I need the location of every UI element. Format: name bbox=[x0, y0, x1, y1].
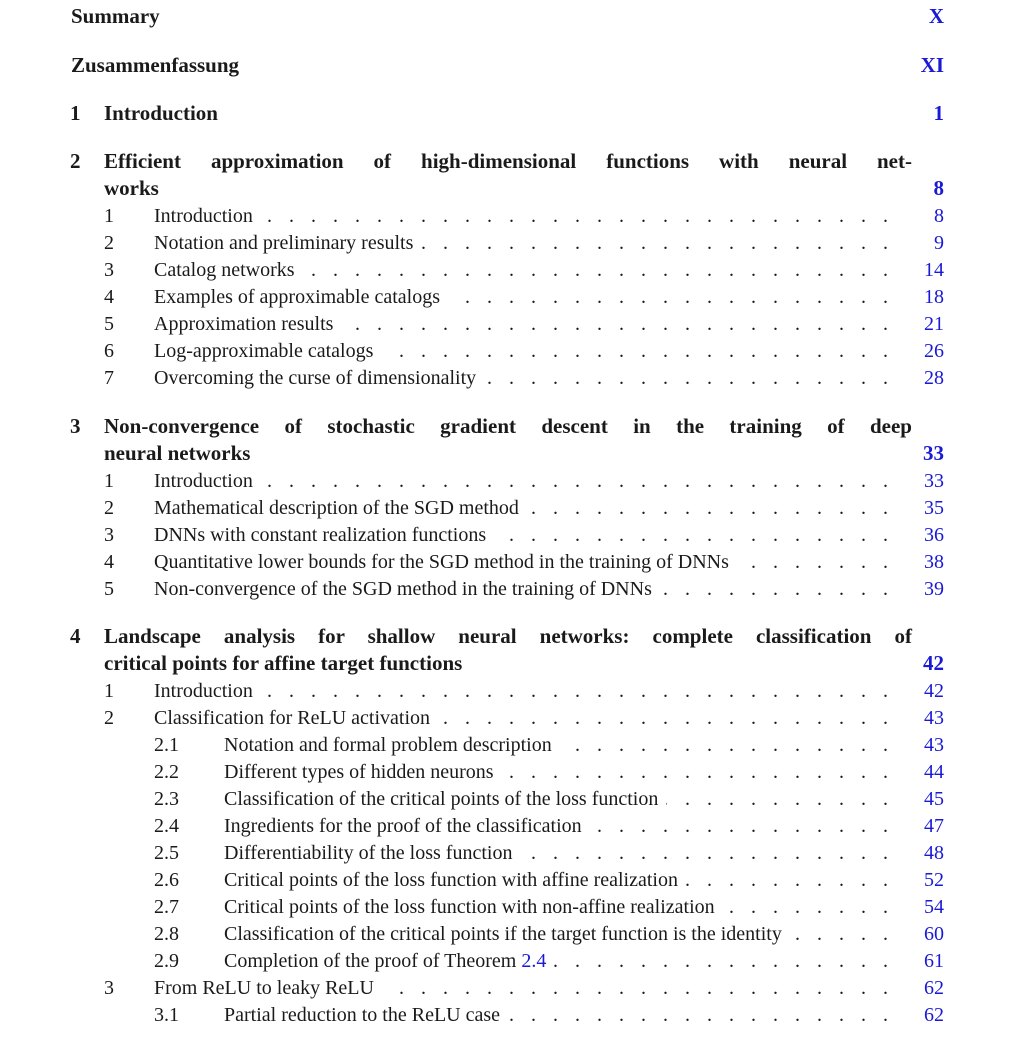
section-number: 4 bbox=[104, 286, 114, 308]
toc-section[interactable] bbox=[0, 365, 1014, 392]
chapter-number: 2 bbox=[70, 149, 81, 173]
section-number: 1 bbox=[104, 205, 114, 227]
dot-leader bbox=[508, 1002, 894, 1037]
page-link[interactable]: 26 bbox=[924, 340, 944, 362]
section-number: 3 bbox=[104, 977, 114, 999]
chapter-number: 3 bbox=[70, 414, 81, 438]
section-title: Mathematical description of the SGD method bbox=[154, 495, 527, 530]
toc-section[interactable] bbox=[0, 257, 1014, 284]
page-link[interactable]: 28 bbox=[924, 367, 944, 389]
toc-section[interactable] bbox=[0, 468, 1014, 495]
page-link[interactable]: 62 bbox=[924, 1004, 944, 1026]
page-link[interactable]: 62 bbox=[924, 977, 944, 999]
dot-leader bbox=[484, 365, 894, 400]
page-link[interactable]: 61 bbox=[924, 950, 944, 972]
section-title: Notation and preliminary results bbox=[154, 230, 421, 265]
section-number: 2 bbox=[104, 497, 114, 519]
toc-subsection[interactable] bbox=[0, 867, 1014, 894]
page-link[interactable]: 1 bbox=[933, 101, 944, 125]
section-number: 2 bbox=[104, 232, 114, 254]
section-number: 5 bbox=[104, 313, 114, 335]
subsection-title: Classification of the critical points of the loss function bbox=[224, 786, 666, 821]
entry-title: Summary bbox=[71, 4, 160, 28]
subsection-number: 2.4 bbox=[154, 815, 179, 837]
subsection-title: Ingredients for the proof of the classification bbox=[224, 813, 590, 848]
theorem-ref-link[interactable]: 2.4 bbox=[521, 950, 547, 972]
entry-title: Zusammenfassung bbox=[71, 53, 240, 77]
chapter-title-line2: works bbox=[104, 176, 159, 200]
subsection-title-text: Completion of the proof of Theorem bbox=[224, 950, 517, 972]
page-link[interactable]: 60 bbox=[924, 923, 944, 945]
toc-subsection[interactable] bbox=[0, 732, 1014, 759]
page-link[interactable]: 45 bbox=[924, 788, 944, 810]
toc-subsection[interactable] bbox=[0, 840, 1014, 867]
section-title: Quantitative lower bounds for the SGD method in the training of DNNs bbox=[154, 549, 737, 584]
page-link[interactable]: 36 bbox=[924, 524, 944, 546]
toc-section[interactable] bbox=[0, 495, 1014, 522]
toc-subsection[interactable] bbox=[0, 921, 1014, 948]
subsection-title: Different types of hidden neurons bbox=[224, 759, 502, 794]
chapter-title-line2: neural networks bbox=[104, 441, 251, 465]
toc-section[interactable] bbox=[0, 338, 1014, 365]
section-title: Introduction bbox=[154, 468, 261, 503]
section-number: 6 bbox=[104, 340, 114, 362]
subsection-number: 3.1 bbox=[154, 1004, 179, 1026]
toc-section[interactable] bbox=[0, 576, 1014, 603]
section-title: Introduction bbox=[154, 203, 261, 238]
chapter-title-line1: Non-convergence of stochastic gradient descent in the training of deep bbox=[104, 414, 912, 438]
section-title: Introduction bbox=[154, 678, 261, 713]
subsection-title: Classification of the critical points if the target function is the identity bbox=[224, 921, 790, 956]
page-link[interactable]: 33 bbox=[923, 441, 944, 465]
subsection-number: 2.1 bbox=[154, 734, 179, 756]
section-number: 3 bbox=[104, 259, 114, 281]
toc-section[interactable] bbox=[0, 311, 1014, 338]
chapter-number: 1 bbox=[70, 101, 81, 125]
section-title: Classification for ReLU activation bbox=[154, 705, 438, 740]
toc-subsection[interactable] bbox=[0, 1002, 1014, 1029]
toc-section[interactable] bbox=[0, 284, 1014, 311]
section-title: Approximation results bbox=[154, 311, 341, 346]
section-title: From ReLU to leaky ReLU bbox=[154, 975, 382, 1010]
subsection-number: 2.3 bbox=[154, 788, 179, 810]
chapter-title: Introduction bbox=[104, 101, 218, 125]
subsection-title: Critical points of the loss function with affine realization bbox=[224, 867, 686, 902]
chapter-title bbox=[104, 623, 912, 677]
toc-section[interactable] bbox=[0, 230, 1014, 257]
page-link[interactable]: 44 bbox=[924, 761, 944, 783]
section-title: Non-convergence of the SGD method in the training of DNNs bbox=[154, 576, 660, 611]
page-link[interactable]: 42 bbox=[924, 680, 944, 702]
chapter-title bbox=[104, 148, 912, 202]
page-link[interactable]: 8 bbox=[934, 205, 944, 227]
section-title: Overcoming the curse of dimensionality bbox=[154, 365, 484, 400]
page-link[interactable]: 43 bbox=[924, 734, 944, 756]
subsection-number: 2.2 bbox=[154, 761, 179, 783]
toc-section[interactable] bbox=[0, 975, 1014, 1002]
page-link[interactable]: 42 bbox=[923, 651, 944, 675]
chapter-number: 4 bbox=[70, 624, 81, 648]
page-link[interactable]: XI bbox=[920, 53, 944, 77]
toc-subsection[interactable] bbox=[0, 948, 1014, 975]
page-link[interactable]: X bbox=[928, 4, 944, 28]
toc-subsection[interactable] bbox=[0, 813, 1014, 840]
page-link[interactable]: 14 bbox=[924, 259, 944, 281]
section-number: 1 bbox=[104, 680, 114, 702]
toc-subsection[interactable] bbox=[0, 759, 1014, 786]
toc-section[interactable] bbox=[0, 678, 1014, 705]
section-title: Log-approximable catalogs bbox=[154, 338, 381, 373]
page-link[interactable]: 18 bbox=[924, 286, 944, 308]
subsection-title: Differentiability of the loss function bbox=[224, 840, 520, 875]
page-link[interactable]: 35 bbox=[924, 497, 944, 519]
section-title: Examples of approximable catalogs bbox=[154, 284, 448, 319]
page-link[interactable]: 43 bbox=[924, 707, 944, 729]
section-title: Catalog networks bbox=[154, 257, 303, 292]
section-title: DNNs with constant realization functions bbox=[154, 522, 494, 557]
toc-section[interactable] bbox=[0, 522, 1014, 549]
page-link[interactable]: 8 bbox=[933, 176, 944, 200]
page-link[interactable]: 33 bbox=[924, 470, 944, 492]
toc-subsection[interactable] bbox=[0, 894, 1014, 921]
subsection-title: Critical points of the loss function with non-affine realization bbox=[224, 894, 723, 929]
section-number: 5 bbox=[104, 578, 114, 600]
page-link[interactable]: 48 bbox=[924, 842, 944, 864]
subsection-number: 2.6 bbox=[154, 869, 179, 891]
subsection-number: 2.8 bbox=[154, 923, 179, 945]
page-link[interactable]: 39 bbox=[924, 578, 944, 600]
subsection-number: 2.7 bbox=[154, 896, 179, 918]
toc-subsection[interactable] bbox=[0, 786, 1014, 813]
section-number: 3 bbox=[104, 524, 114, 546]
chapter-title-line1: Efficient approximation of high-dimensional functions with neural net- bbox=[104, 149, 912, 173]
subsection-number: 2.9 bbox=[154, 950, 179, 972]
toc-section[interactable] bbox=[0, 203, 1014, 230]
page-link[interactable]: 9 bbox=[934, 232, 944, 254]
chapter-title-line1: Landscape analysis for shallow neural networks: complete classification of bbox=[104, 624, 912, 648]
section-number: 2 bbox=[104, 707, 114, 729]
page-link[interactable]: 21 bbox=[924, 313, 944, 335]
chapter-title bbox=[104, 413, 912, 467]
dot-leader bbox=[660, 576, 894, 611]
page-link[interactable]: 52 bbox=[924, 869, 944, 891]
page-link[interactable]: 54 bbox=[924, 896, 944, 918]
section-number: 1 bbox=[104, 470, 114, 492]
chapter-title-line2: critical points for affine target functions bbox=[104, 651, 463, 675]
subsection-title: Notation and formal problem description bbox=[224, 732, 560, 767]
page-link[interactable]: 47 bbox=[924, 815, 944, 837]
subsection-title: Partial reduction to the ReLU case bbox=[224, 1002, 508, 1037]
page-link[interactable]: 38 bbox=[924, 551, 944, 573]
section-number: 4 bbox=[104, 551, 114, 573]
toc-section[interactable] bbox=[0, 705, 1014, 732]
subsection-number: 2.5 bbox=[154, 842, 179, 864]
toc-section[interactable] bbox=[0, 549, 1014, 576]
section-number: 7 bbox=[104, 367, 114, 389]
